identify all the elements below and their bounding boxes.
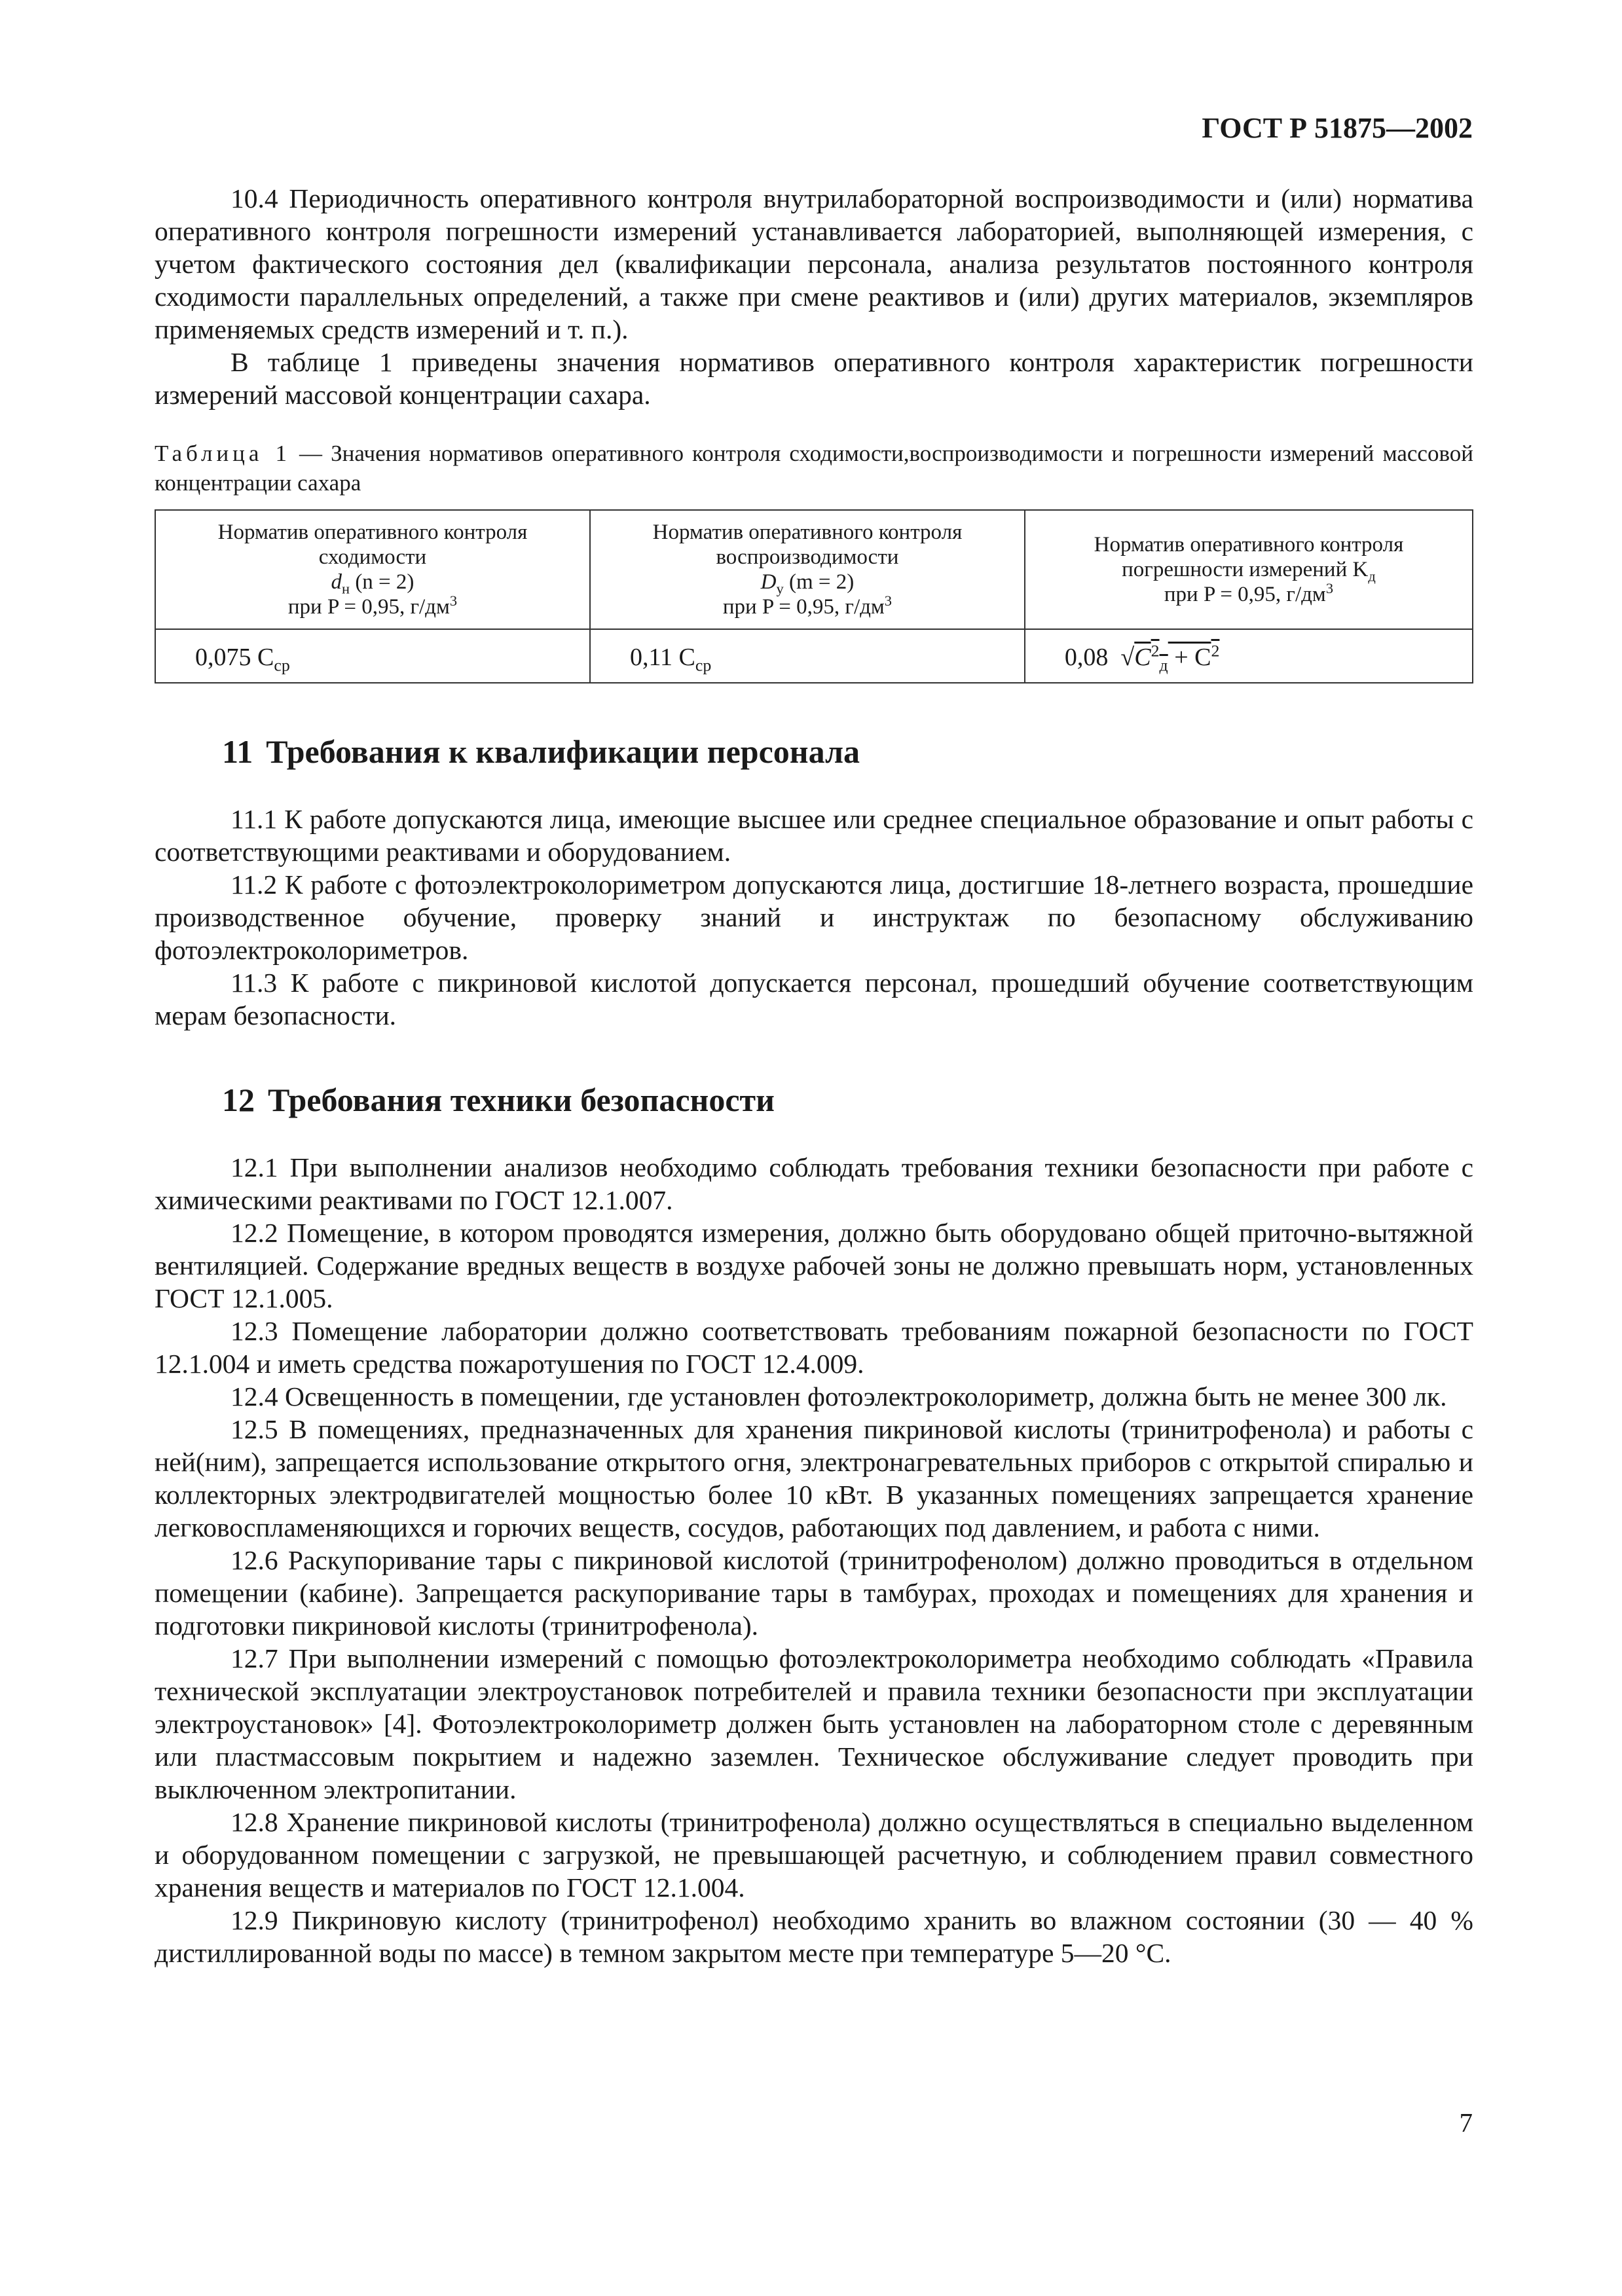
paragraph-12-5: 12.5 В помещениях, предназначенных для хранения пикриновой кислоты (тринитрофенола) и работы с ней(ним), запрещается использование открытого огня, электронагревательных приборов с открытой спиралью и коллекторных электродвигателей мощностью более 10 кВт. В указанных помещениях запрещается хранение легковоспламеняющихся и горючих веществ, сосудов, работающих под давлением, и работа с ними. [155, 1414, 1473, 1542]
table-value-row [155, 629, 1473, 683]
paragraph-12-6: 12.6 Раскупоривание тары с пикриновой кислотой (тринитрофенолом) должно проводиться в отдельном помещении (кабине). Запрещается раскупоривание тары в тамбурах, проходах и помещениях для хранения и подготовки пикриновой кислоты (тринитрофенола). [155, 1545, 1473, 1641]
paragraph-table-intro: В таблице 1 приведены значения нормативов оперативного контроля характеристик погрешности измерений массовой концентрации сахара. [155, 347, 1473, 410]
sqrt-sign: √ [1120, 644, 1135, 671]
paragraph-12-7: 12.7 При выполнении измерений с помощью фотоэлектроколориметра необходимо соблюдать «Правила технической эксплуатации электроустановок потребителей и правила техники безопасности при эксплуатации электроустановок» [4]. Фотоэлектроколориметр должен быть установлен на лабораторном столе с деревянным или пластмассовым покрытием и надежно заземлен. Техническое обслуживание следует проводить при выключенном электропитании. [155, 1643, 1473, 1804]
page-number: 7 [1459, 2107, 1473, 2138]
table-cell-reproducibility: 0,11 $C_{ср}$ [590, 629, 1025, 683]
paragraph-11-2: 11.2 К работе с фотоэлектроколориметром допускаются лица, достигшие 18-летнего возраста, прошедшие производственное обучение, проверку знаний и инструктаж по безопасному обслуживанию фотоэлектроколориметров. [155, 869, 1473, 965]
table-cell-repeatability: 0,075 $C_{ср}$ [155, 629, 590, 683]
table-header-error: Норматив оперативного контроля погрешности измерений $K_д$ при P = 0,95, $г/дм^3$ [1025, 510, 1473, 629]
paragraph-11-3: 11.3 К работе с пикриновой кислотой допускается персонал, прошедший обучение соответствующим мерам безопасности. [155, 968, 1473, 1030]
paragraph-12-1: 12.1 При выполнении анализов необходимо соблюдать требования техники безопасности при работе с химическими реактивами по ГОСТ 12.1.007. [155, 1152, 1473, 1215]
paragraph-11-1: 11.1 К работе допускаются лица, имеющие высшее или среднее специальное образование и опыт работы с соответствующими реактивами и оборудованием. [155, 804, 1473, 867]
norms-table [155, 509, 1473, 683]
section-12-heading: 12 Требования техники безопасности [222, 1082, 775, 1118]
section-11-heading: 11 Требования к квалификации персонала [222, 733, 860, 770]
table-header-reproducibility: Норматив оперативного контроля воспроизводимости $D_y$ (m = 2) при P = 0,95, $г/дм^3$ [590, 510, 1025, 629]
paragraph-12-2: 12.2 Помещение, в котором проводятся измерения, должно быть оборудовано общей приточно-вытяжной вентиляцией. Содержание вредных веществ в воздухе рабочей зоны не должно превышать норм, установленных ГОСТ 12.1.005. [155, 1218, 1473, 1313]
paragraph-10-4: 10.4 Периодичность оперативного контроля внутрилабораторной воспроизводимости и (или) норматива оперативного контроля погрешности измерений устанавливается лабораторией, выполняющей измерения, с учетом фактического состояния дел (квалификации персонала, анализа результатов постоянного контроля сходимости параллельных определений, а также при смене реактивов и (или) других материалов, экземпляров применяемых средств измерений и т. п.). [155, 183, 1473, 344]
sqrt-radicand: $C^2_д + C^2$ [1134, 641, 1220, 675]
table-caption-label: Таблица 1 [155, 441, 291, 466]
table-header-repeatability: Норматив оперативного контроля сходимости $d_н$ (n = 2) при P = 0,95, $г/дм^3$ [155, 510, 590, 629]
table-caption [155, 439, 1473, 498]
table-caption-text: — Значения нормативов оперативного контроля сходимости,воспроизводимости и погрешности измерений массовой концентрации сахара [155, 441, 1473, 496]
table-cell-error: 0,08 $√C^2_д + C^2$ [1025, 629, 1473, 683]
document-header: ГОСТ Р 51875—2002 [1202, 112, 1473, 144]
page-content [155, 182, 1473, 1969]
paragraph-12-9: 12.9 Пикриновую кислоту (тринитрофенол) необходимо хранить во влажном состоянии (30 — 40 % дистиллированной воды по массе) в темном закрытом месте при температуре 5—20 °С. [155, 1905, 1473, 1968]
paragraph-12-3: 12.3 Помещение лаборатории должно соответствовать требованиям пожарной безопасности по ГОСТ 12.1.004 и иметь средства пожаротушения по ГОСТ 12.4.009. [155, 1316, 1473, 1379]
table-header-row [155, 510, 1473, 629]
paragraph-12-4: 12.4 Освещенность в помещении, где установлен фотоэлектроколориметр, должна быть не менее 300 лк. [230, 1381, 1447, 1412]
paragraph-12-8: 12.8 Хранение пикриновой кислоты (тринитрофенола) должно осуществляться в специально выделенном и оборудованном помещении с загрузкой, не превышающей расчетную, и соблюдением правил совместного хранения веществ и материалов по ГОСТ 12.1.004. [155, 1807, 1473, 1903]
